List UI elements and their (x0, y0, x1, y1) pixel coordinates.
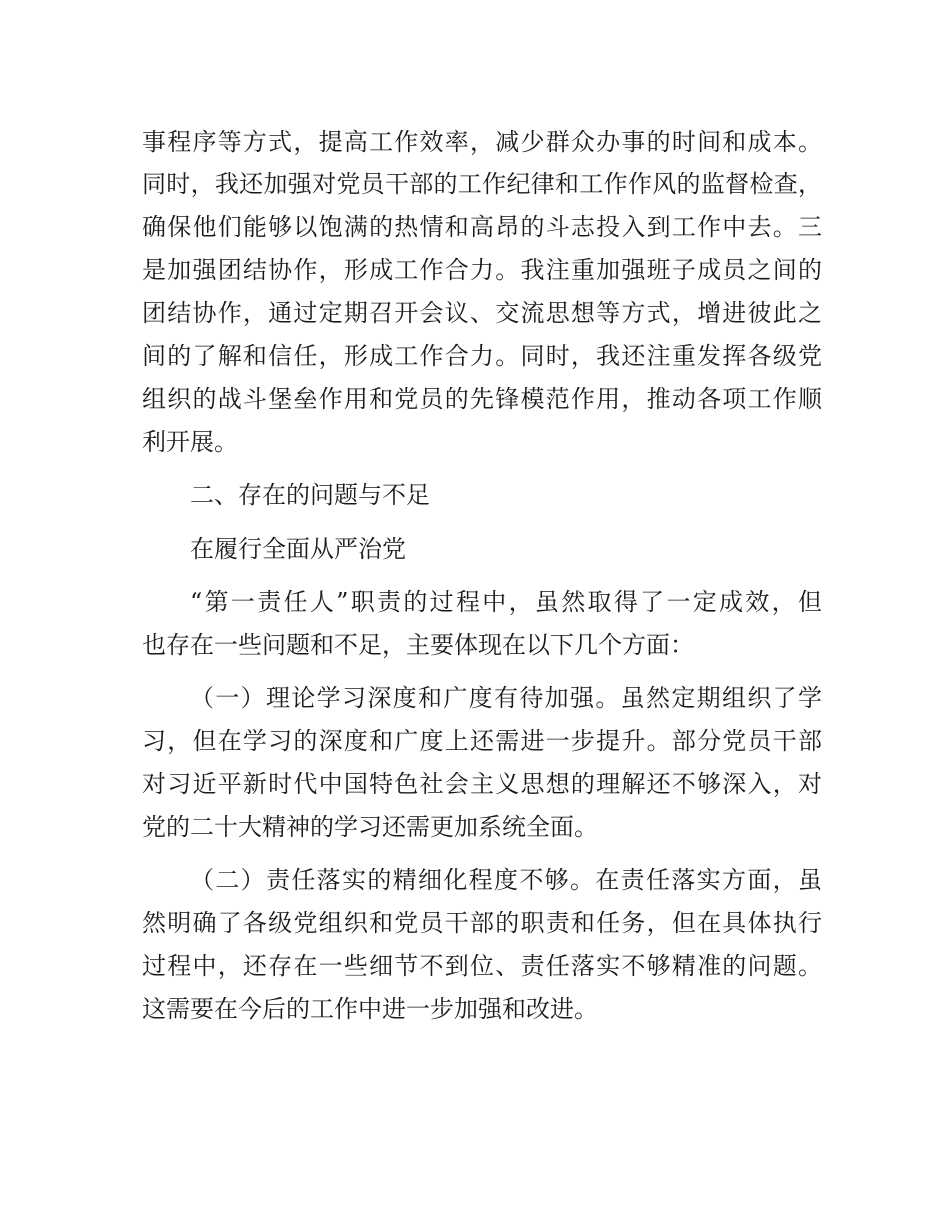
paragraph-line: 党的二十大精神的学习还需更加系统全面。 (142, 813, 598, 841)
paragraph-line: 是加强团结协作，形成工作合力。我注重加强班子成员之间的 (142, 256, 822, 284)
paragraph-line: 这需要在今后的工作中进一步加强和改进。 (142, 995, 598, 1023)
paragraph-line: 间的了解和信任，形成工作合力。同时，我还注重发挥各级党 (142, 342, 822, 370)
paragraph-line: 过程中，还存在一些细节不到位、责任落实不够精准的问题。 (142, 952, 822, 980)
paragraph-line: （一）理论学习深度和广度有待加强。虽然定期组织了学 (190, 684, 822, 712)
paragraph-line: （二）责任落实的精细化程度不够。在责任落实方面，虽 (190, 866, 822, 894)
paragraph-line: 同时，我还加强对党员干部的工作纪律和工作作风的监督检查， (142, 170, 822, 198)
paragraph-line: 在履行全面从严治党 (190, 535, 406, 563)
paragraph-line: 组织的战斗堡垒作用和党员的先锋模范作用，推动各项工作顺 (142, 385, 822, 413)
paragraph-line: 然明确了各级党组织和党员干部的职责和任务，但在具体执行 (142, 909, 822, 937)
paragraph-line: “第一责任人”职责的过程中，虽然取得了一定成效，但 (190, 588, 822, 616)
paragraph-line: 也存在一些问题和不足，主要体现在以下几个方面： (142, 631, 694, 659)
paragraph-line: 团结协作，通过定期召开会议、交流思想等方式，增进彼此之 (142, 299, 822, 327)
paragraph-line: 对习近平新时代中国特色社会主义思想的理解还不够深入，对 (142, 770, 822, 798)
paragraph-line: 习，但在学习的深度和广度上还需进一步提升。部分党员干部 (142, 727, 822, 755)
paragraph-line: 事程序等方式，提高工作效率，减少群众办事的时间和成本。 (142, 128, 822, 156)
paragraph-line: 确保他们能够以饱满的热情和高昂的斗志投入到工作中去。三 (142, 213, 822, 241)
paragraph-line: 利开展。 (142, 428, 238, 456)
section-heading: 二、存在的问题与不足 (190, 481, 430, 509)
